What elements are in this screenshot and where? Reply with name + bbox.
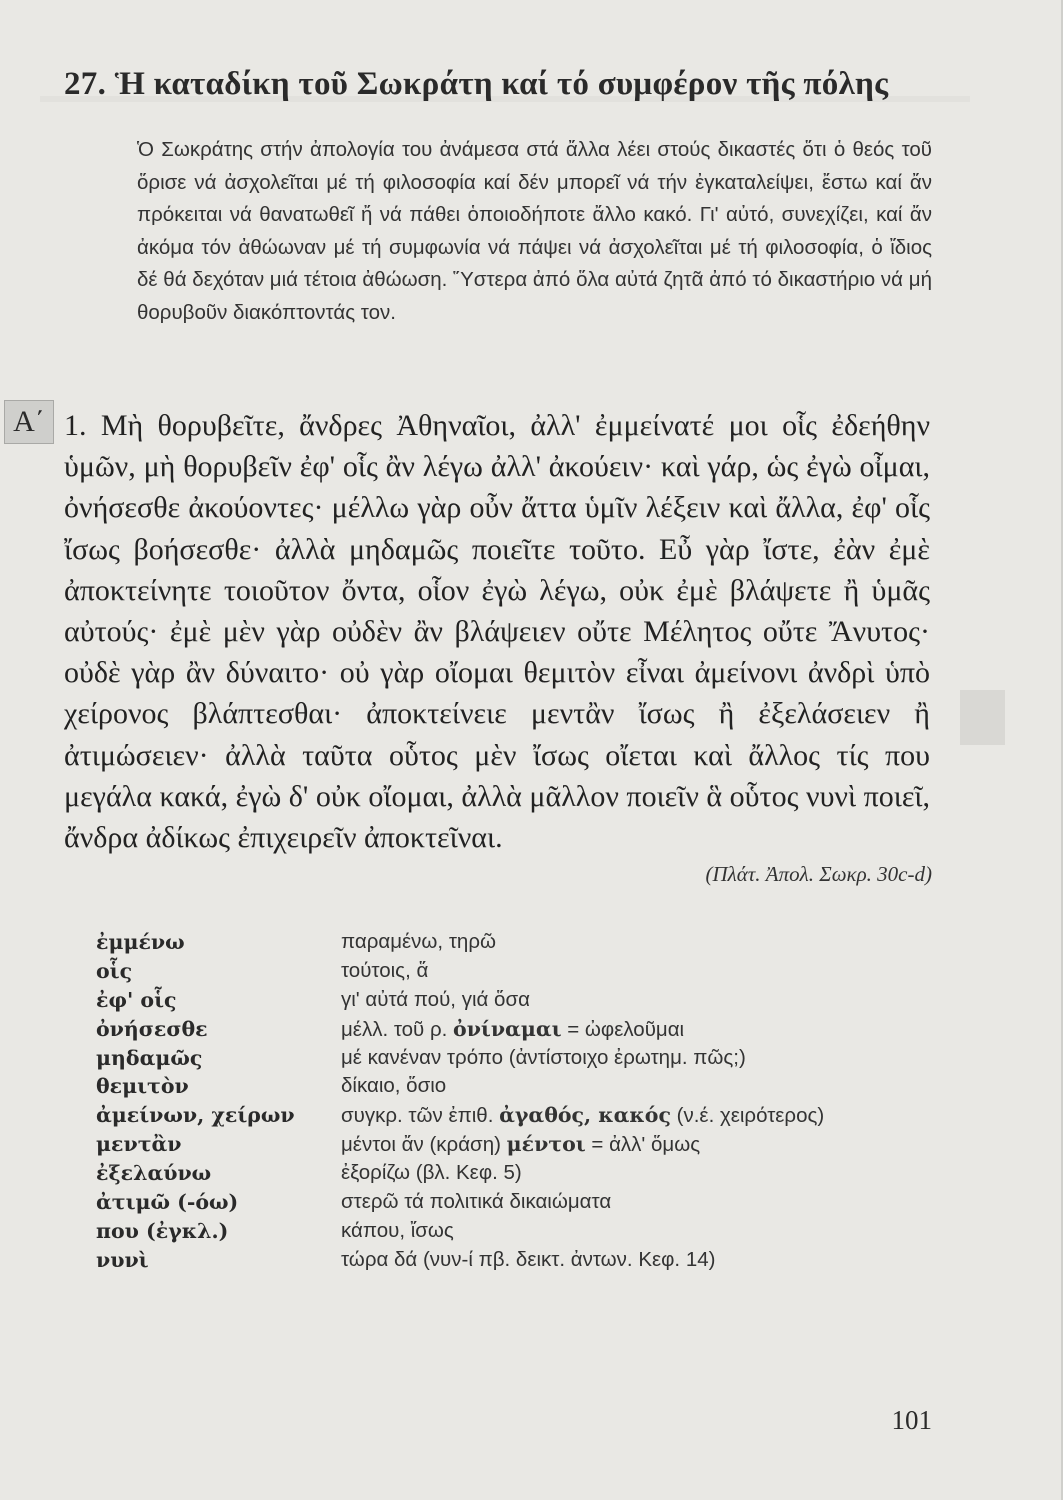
glossary-term: ἐφ' οἷς — [96, 987, 177, 1012]
glossary-entry — [96, 1101, 936, 1130]
glossary-entry — [96, 1159, 936, 1188]
glossary-entry — [96, 957, 936, 986]
glossary-term: μηδαμῶς — [96, 1045, 203, 1070]
definition-text: μέλλ. τοῦ ρ. — [341, 1017, 454, 1041]
section-marker: Α΄ — [4, 400, 54, 444]
glossary-entry — [96, 928, 936, 957]
glossary-definition: κάπου, ἴσως — [341, 1218, 454, 1242]
glossary-term: ἀτιμῶ (-όω) — [96, 1190, 239, 1215]
glossary-entry — [96, 1072, 936, 1101]
glossary-definition: τούτοις, ἅ — [341, 958, 429, 982]
definition-text: = ὠφελοῦμαι — [561, 1017, 685, 1041]
glossary-definition: μέ κανέναν τρόπο (ἀντίστοιχο ἐρωτημ. πῶς;) — [341, 1045, 746, 1069]
glossary-definition — [341, 1101, 824, 1131]
definition-text: = ἀλλ' ὅμως — [585, 1133, 701, 1157]
glossary-entry — [96, 1246, 936, 1275]
glossary-term: ἀμείνων, χείρων — [96, 1103, 295, 1128]
ancient-greek-passage — [64, 405, 930, 858]
passage-number: 1. — [64, 409, 87, 442]
definition-text: (ν.έ. χειρότερος) — [670, 1104, 825, 1128]
chapter-title: 27. Ἡ καταδίκη τοῦ Σωκράτη καί τό συμφέρον τῆς πόλης — [64, 66, 889, 102]
glossary-definition — [341, 1015, 684, 1045]
glossary-entry — [96, 986, 936, 1015]
glossary-term: μεντἂν — [96, 1132, 182, 1157]
glossary-term: θεμιτὸν — [96, 1074, 189, 1099]
glossary-entry — [96, 1015, 936, 1044]
glossary-term: ἐξελαύνω — [96, 1161, 212, 1186]
glossary-definition: δίκαιο, ὅσιο — [341, 1074, 447, 1098]
definition-keyword: μέντοι — [506, 1132, 586, 1157]
glossary — [96, 928, 936, 1275]
glossary-term: που (ἐγκλ.) — [96, 1218, 229, 1243]
source-citation: (Πλάτ. Ἀπολ. Σωκρ. 30c-d) — [705, 862, 932, 886]
page-number: 101 — [891, 1405, 932, 1435]
bleed-through-tab — [960, 690, 1005, 745]
glossary-term: νυνὶ — [96, 1247, 149, 1272]
passage-text: Μὴ θορυβεῖτε, ἄνδρες Ἀθηναῖοι, ἀλλ' ἐμμείνατέ μοι οἷς ἐδεήθην ὑμῶν, μὴ θορυβεῖν ἐφ' οἷς ἂν λέγω ἀλλ' ἀκούειν· καὶ γάρ, ὡς ἐγὼ οἶμαι, ὀνήσεσθε ἀκούοντες· μέλλω γὰρ οὖν ἄττα ὑμῖν λέξειν καὶ ἄλλα, ἐφ' οἷς ἴσως βοήσεσθε· ἀλλὰ μηδαμῶς ποιεῖτε τοῦτο. Εὖ γὰρ ἴστε, ἐὰν ἐμὲ ἀποκτείνητε τοιοῦτον ὄντα, οἷον ἐγὼ λέγω, οὐκ ἐμὲ βλάψετε ἢ ὑμᾶς αὐτούς· ἐμὲ μὲν γὰρ οὐδὲν ἂν βλάψειεν οὔτε Μέλητος οὔτε Ἄνυτος· οὐδὲ γὰρ ἂν δύναιτο· οὐ γὰρ οἴομαι θεμιτὸν εἶναι ἀμείνονι ἀνδρὶ ὑπὸ χείρονος βλάπτεσθαι· ἀποκτείνειε μεντἂν ἴσως ἢ ἐξελάσειεν ἢ ἀτιμώσειεν· ἀλλὰ ταῦτα οὗτος μὲν ἴσως οἴεται καὶ ἄλλος τίς που μεγάλα κακά, ἐγὼ δ' οὐκ οἴομαι, ἀλλὰ μᾶλλον ποιεῖν ἃ οὗτος νυνὶ ποιεῖ, ἄνδρα ἀδίκως ἐπιχειρεῖν ἀποκτεῖναι. — [64, 409, 931, 855]
glossary-definition: παραμένω, τηρῶ — [341, 930, 496, 953]
definition-text: μέντοι ἄν (κράση) — [341, 1133, 507, 1157]
glossary-definition: τώρα δά (νυν-ί πβ. δεικτ. ἀντων. Κεφ. 14) — [341, 1247, 716, 1271]
definition-keyword: ἀγαθός, κακός — [499, 1103, 671, 1128]
definition-text: συγκρ. τῶν ἐπιθ. — [341, 1104, 500, 1128]
glossary-entry — [96, 1217, 936, 1246]
glossary-term: οἷς — [96, 958, 133, 983]
definition-keyword: ὀνίναμαι — [453, 1016, 562, 1041]
glossary-term: ἐμμένω — [96, 930, 185, 954]
glossary-entry — [96, 1130, 936, 1159]
glossary-definition: ἐξορίζω (βλ. Κεφ. 5) — [341, 1161, 522, 1185]
glossary-entry — [96, 1188, 936, 1217]
glossary-entry — [96, 1044, 936, 1073]
glossary-definition: στερῶ τά πολιτικά δικαιώματα — [341, 1190, 612, 1214]
glossary-definition — [341, 1130, 700, 1160]
chapter-introduction: Ὁ Σωκράτης στήν ἀπολογία του ἀνάμεσα στά ἄλλα λέει στούς δικαστές ὅτι ὁ θεός τοῦ ὅρισε νά ἀσχολεῖται μέ τή φιλοσοφία καί δέν μπορεῖ νά τήν ἐγκαταλείψει, ἔστω καί ἄν πρόκειται νά θανατωθεῖ ἤ νά πάθει ὁποιοδήποτε ἄλλο κακό. Γι' αὐτό, συνεχίζει, καί ἄν ἀκόμα τόν ἀθώωναν μέ τή συμφωνία νά πάψει νά ἀσχολεῖται μέ τή φιλοσοφία, ὁ ἴδιος δέ θά δεχόταν μιά τέτοια ἀθώωση. Ὕστερα ἀπό ὅλα αὐτά ζητᾶ ἀπό τό δικαστήριο νά μή θορυβοῦν διακόπτοντάς τον. — [137, 138, 932, 324]
glossary-definition: γι' αὐτά πού, γιά ὅσα — [341, 987, 530, 1011]
glossary-term: ὀνήσεσθε — [96, 1016, 208, 1041]
